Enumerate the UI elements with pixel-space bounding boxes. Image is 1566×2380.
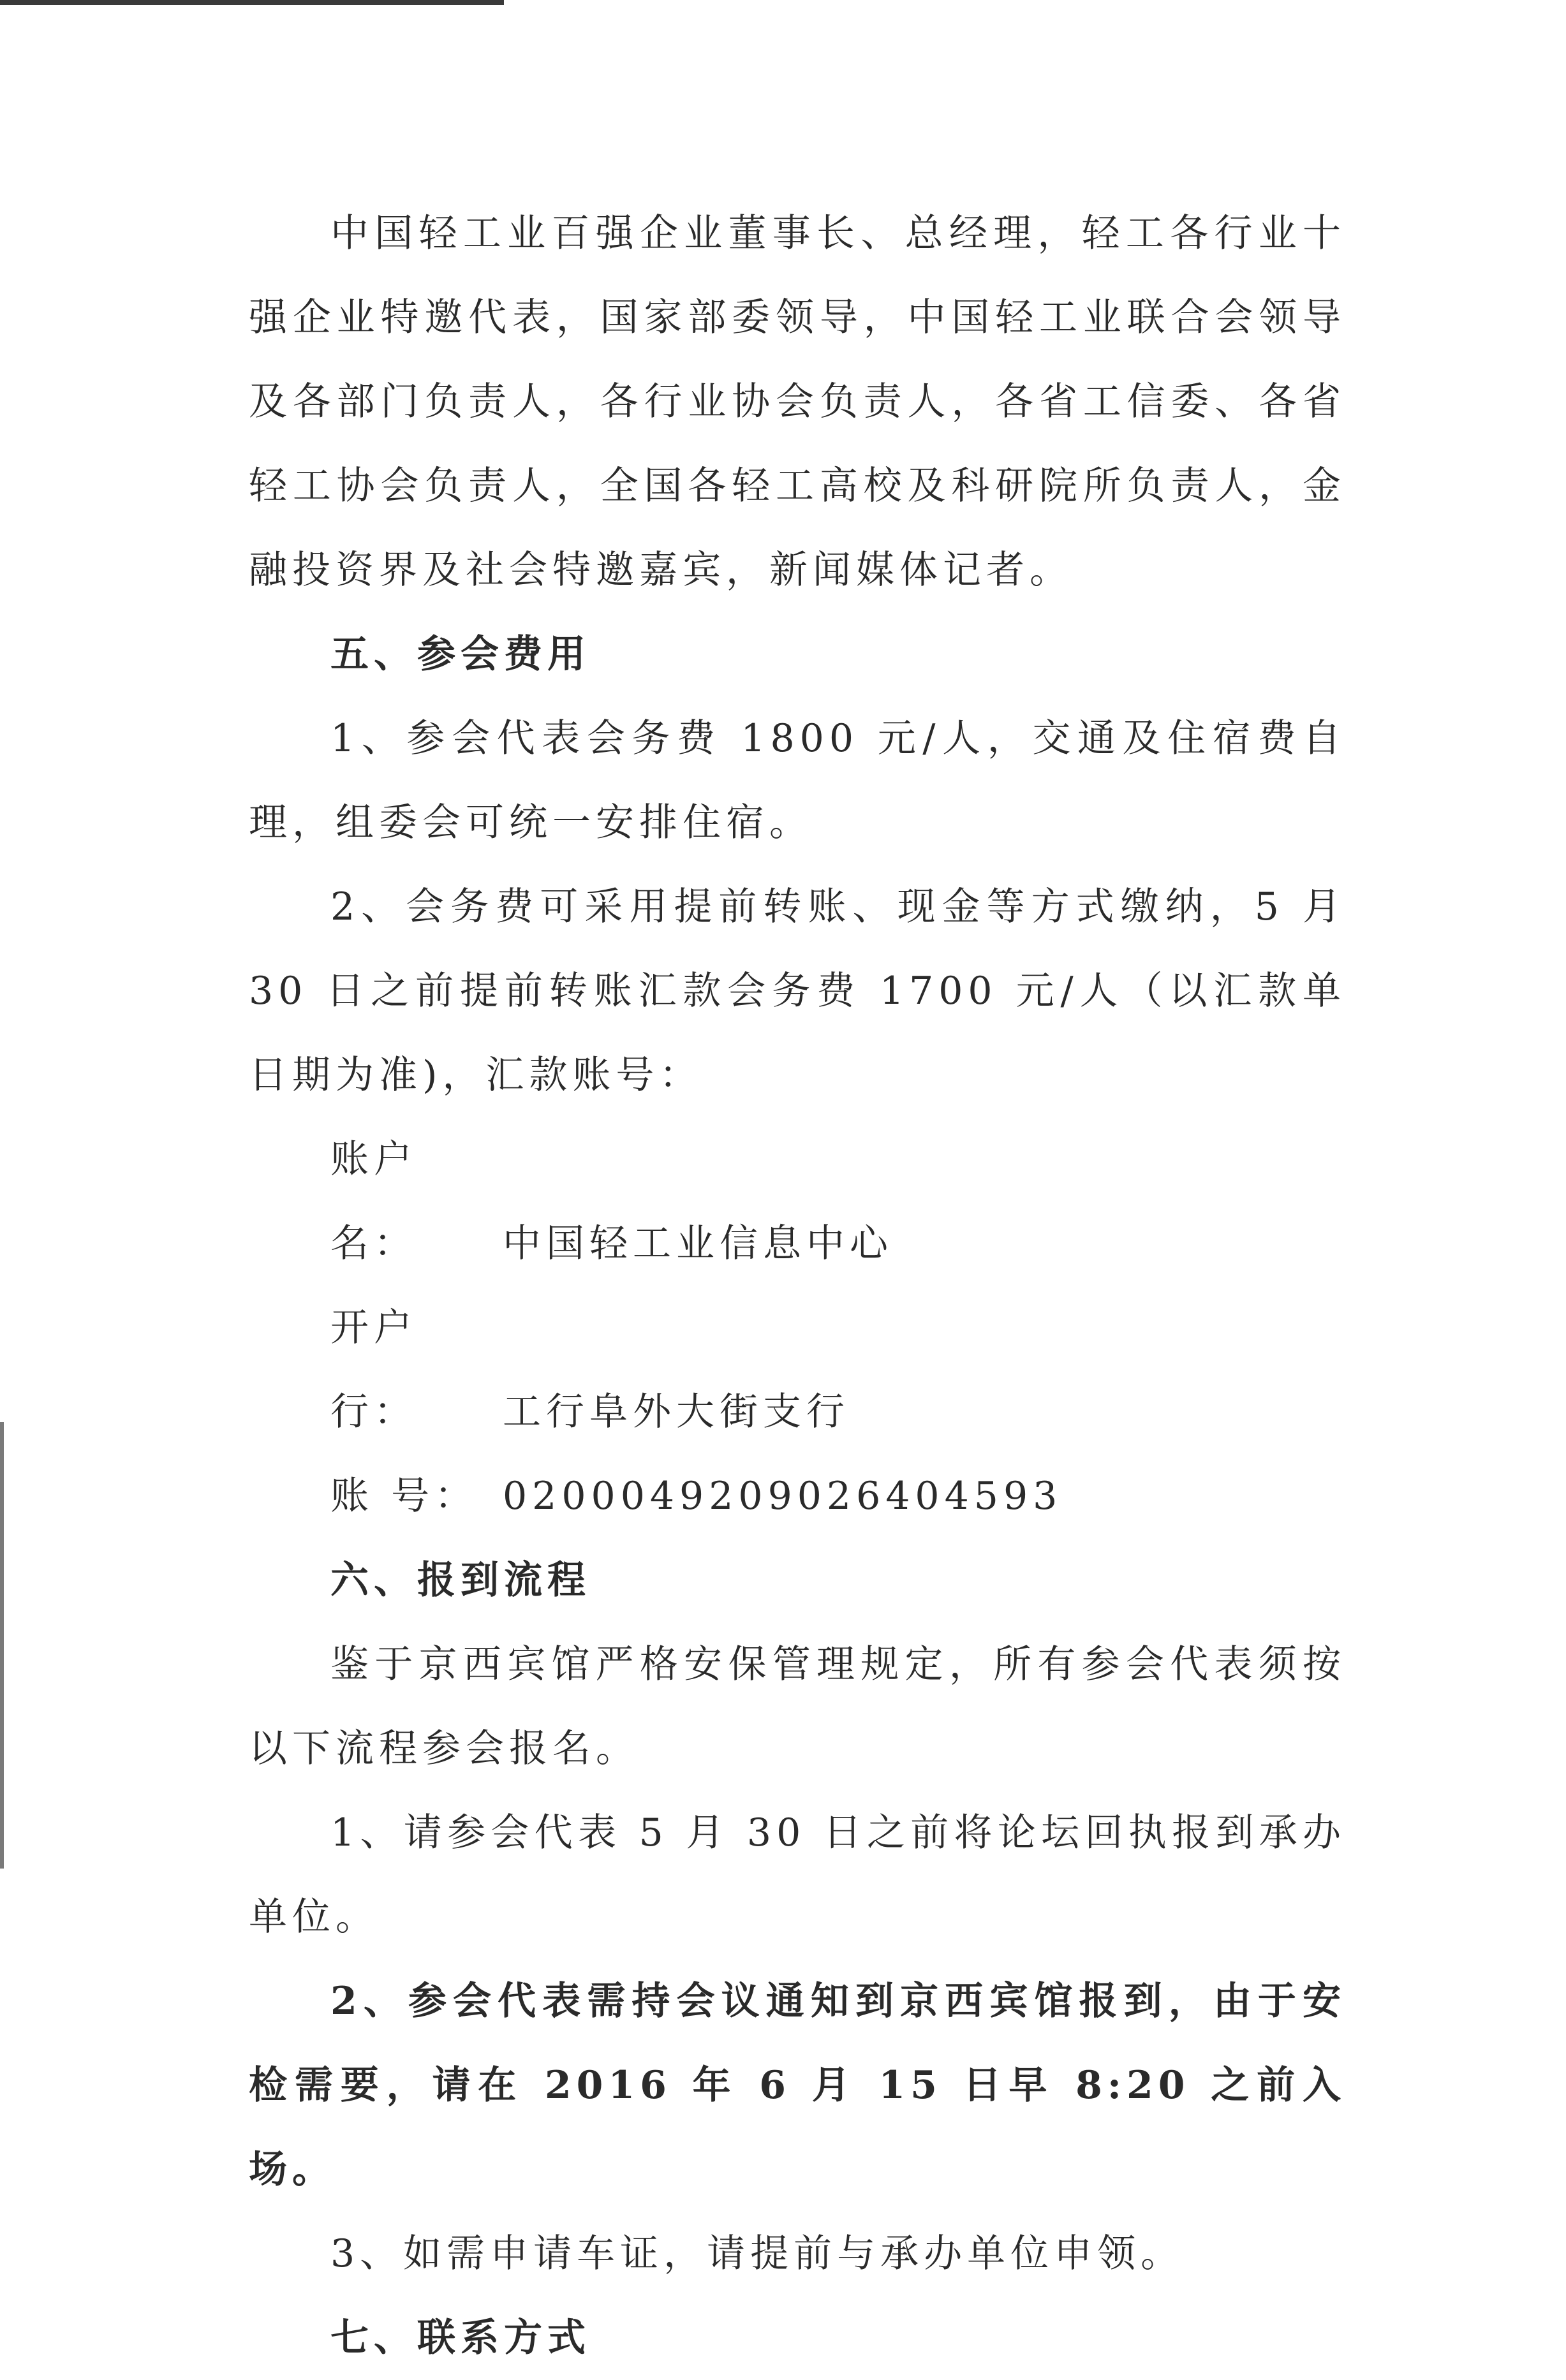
section-heading-fees: 五、参会费用 [330,632,591,677]
fees-item-2: 2、会务费可采用提前转账、现金等方式缴纳，5 月 30 日之前提前转账汇款会务费 1700 元/人（以汇款单日期为准)，汇款账号： [249,885,1346,1098]
account-bank-line [249,1286,1346,1454]
account-name-line [249,1117,1346,1286]
scan-left-edge [0,1422,4,1869]
account-number-label: 账 号： [330,1474,478,1518]
document-page [249,191,1346,2380]
account-bank-label: 开户行： [330,1305,417,1434]
scan-top-edge [0,0,504,5]
account-number-value: 0200049209026404593 [503,1474,1063,1518]
fees-item-1: 1、参会代表会务费 1800 元/人，交通及住宿费自理，组委会可统一安排住宿。 [249,716,1346,845]
attendees-paragraph: 中国轻工业百强企业董事长、总经理，轻工各行业十强企业特邀代表，国家部委领导，中国轻工业联合会领导及各部门负责人，各行业协会负责人，各省工信委、各省轻工协会负责人，全国各轻工高校及科研院所负责人，金融投资界及社会特邀嘉宾，新闻媒体记者。 [249,211,1346,592]
account-name-label: 账户名： [330,1137,417,1266]
registration-item-3: 3、如需申请车证，请提前与承办单位申领。 [330,2231,1185,2276]
section-heading-registration: 六、报到流程 [330,1558,591,1603]
account-name-value: 中国轻工业信息中心 [503,1221,893,1266]
registration-item-1: 1、请参会代表 5 月 30 日之前将论坛回执报到承办单位。 [249,1811,1346,1939]
registration-intro: 鉴于京西宾馆严格安保管理规定，所有参会代表须按以下流程参会报名。 [249,1642,1346,1771]
account-number-line [249,1454,1346,1538]
section-heading-contact: 七、联系方式 [330,2316,591,2360]
registration-item-2: 2、参会代表需持会议通知到京西宾馆报到，由于安检需要，请在 2016 年 6 月 15 日早 8:20 之前入场。 [249,1979,1346,2192]
account-bank-value: 工行阜外大街支行 [503,1390,850,1434]
